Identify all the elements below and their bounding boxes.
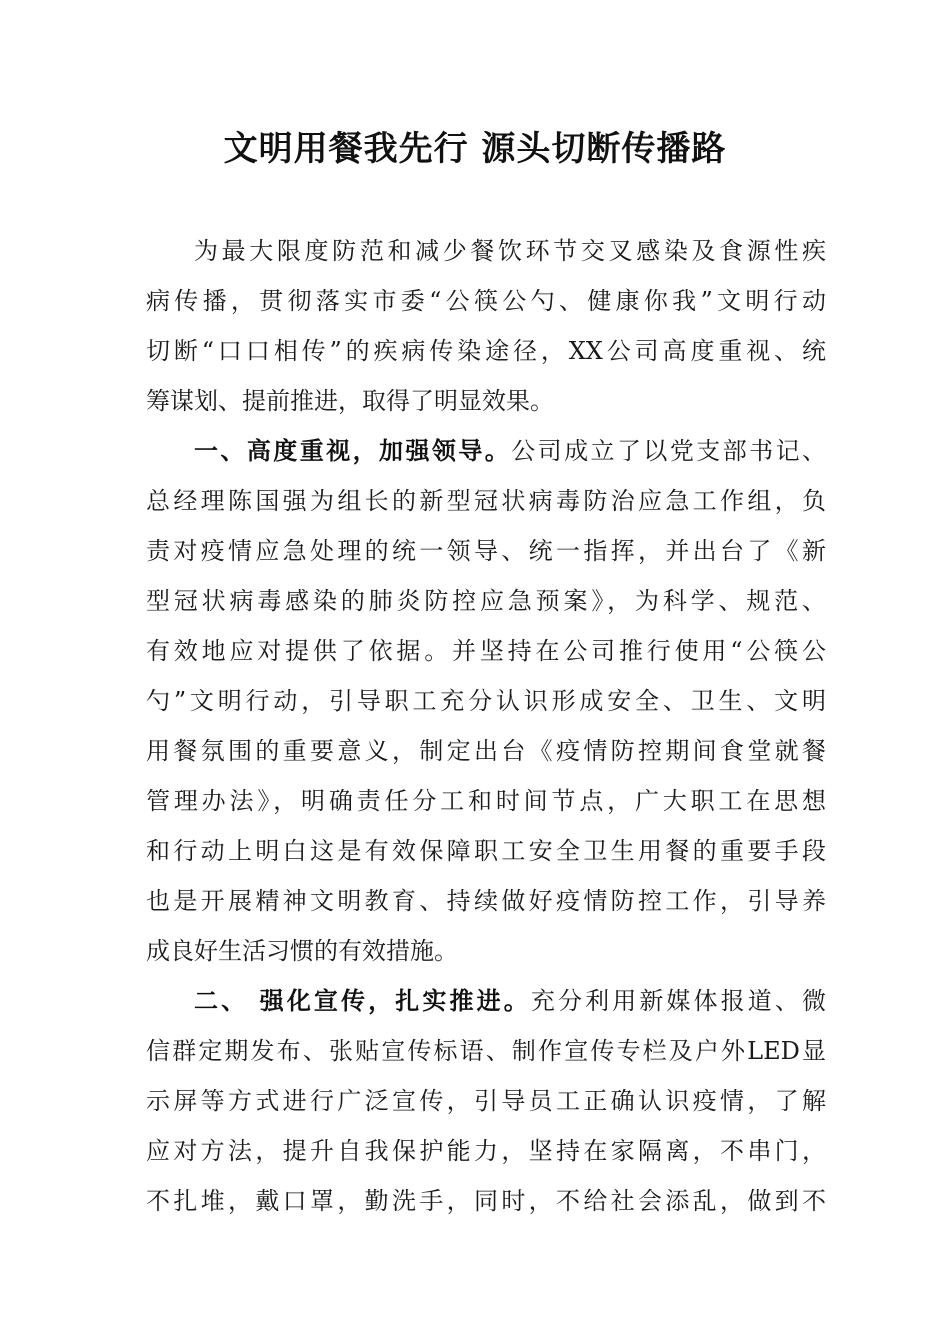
paragraph-line: 示屏等方式进行广泛宣传，引导员工正确认识疫情，了解	[146, 1087, 826, 1115]
section-heading: 一、高度重视，加强领导。	[194, 437, 512, 465]
paragraph-line: 成良好生活习惯的有效措施。	[146, 937, 458, 965]
paragraph-line: 勺”文明行动，引导职工充分认识形成安全、卫生、文明	[146, 687, 826, 715]
paragraph-line: 病传播，贯彻落实市委“公筷公勺、健康你我”文明行动	[146, 287, 826, 315]
document-title: 文明用餐我先行 源头切断传播路	[223, 129, 727, 169]
paragraph-line: 不扎堆，戴口罩，勤洗手，同时，不给社会添乱，做到不	[146, 1187, 826, 1215]
paragraph-line: 管理办法》，明确责任分工和时间节点，广大职工在思想	[146, 787, 826, 815]
paragraph-line: 总经理陈国强为组长的新型冠状病毒防治应急工作组，负	[146, 487, 826, 515]
section-first-line	[194, 976, 826, 1026]
section-heading: 二、 强化宣传，扎实推进。	[194, 987, 531, 1015]
paragraph-line: 有效地应对提供了依据。并坚持在公司推行使用“公筷公	[146, 637, 826, 665]
paragraph-line: 也是开展精神文明教育、持续做好疫情防控工作，引导养	[146, 887, 826, 915]
paragraph-line: 和行动上明白这是有效保障职工安全卫生用餐的重要手段	[146, 837, 826, 865]
paragraph-line: 责对疫情应急处理的统一领导、统一指挥，并出台了《新	[146, 537, 826, 565]
paragraph-line: 切断“口口相传”的疾病传染途径，XX公司高度重视、统	[146, 337, 826, 365]
paragraph-line: 信群定期发布、张贴宣传标语、制作宣传专栏及户外LED显	[146, 1037, 826, 1065]
section-text: 充分利用新媒体报道、微	[530, 987, 827, 1015]
paragraph-line: 应对方法，提升自我保护能力，坚持在家隔离，不串门，	[146, 1137, 826, 1165]
paragraph-line: 用餐氛围的重要意义，制定出台《疫情防控期间食堂就餐	[146, 737, 826, 765]
paragraph-line: 型冠状病毒感染的肺炎防控应急预案》，为科学、规范、	[146, 587, 826, 615]
paragraph-line: 筹谋划、提前推进，取得了明显效果。	[146, 387, 554, 415]
section-first-line	[194, 426, 826, 476]
paragraph-line: 为最大限度防范和减少餐饮环节交叉感染及食源性疾	[194, 237, 826, 265]
section-text: 公司成立了以党支部书记、	[511, 437, 827, 465]
